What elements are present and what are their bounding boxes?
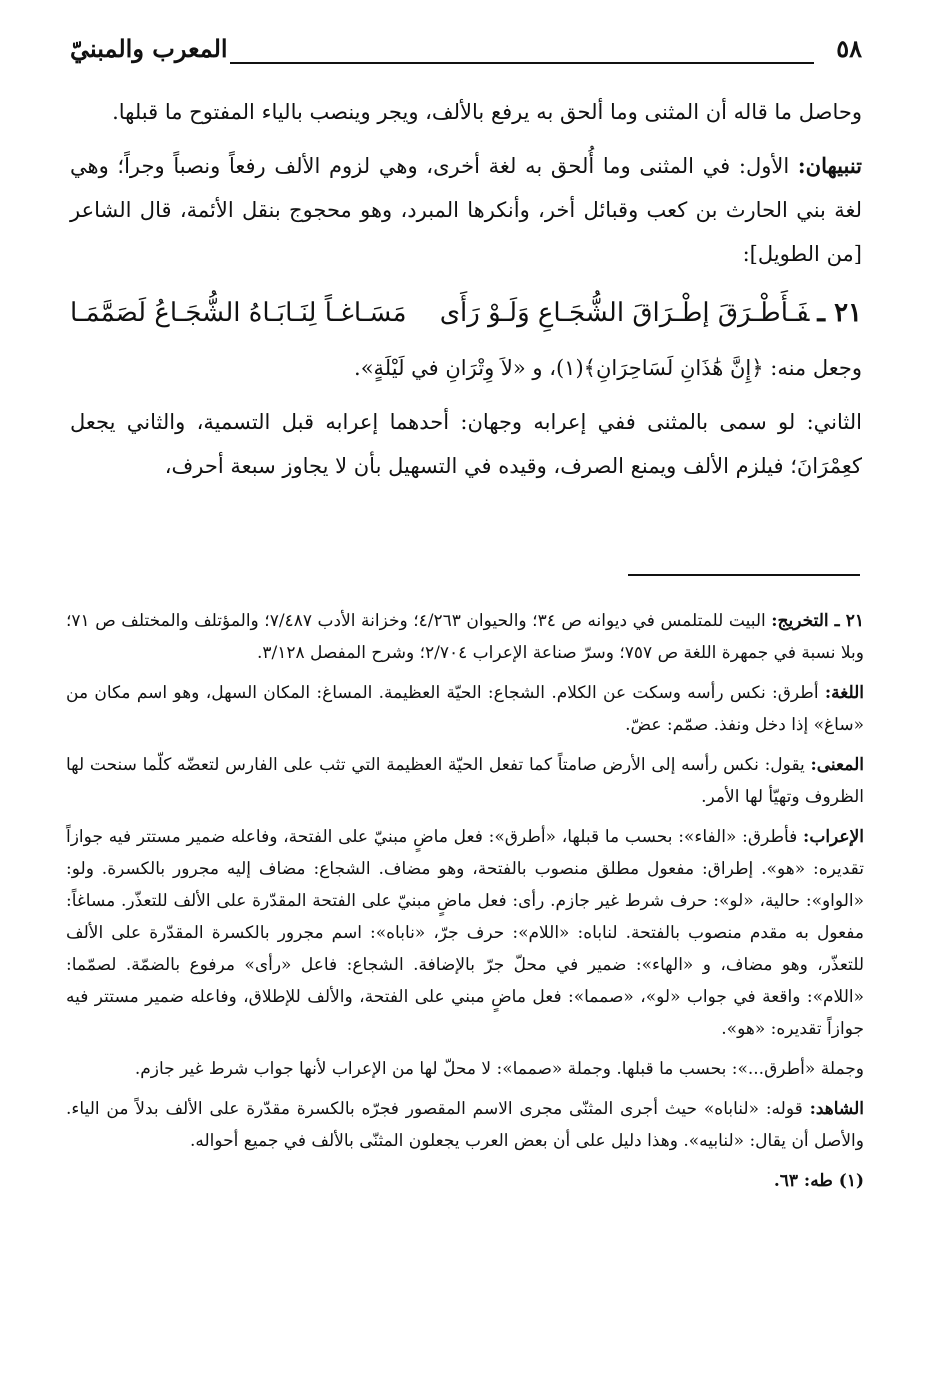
takhrij-label: ٢١ ـ التخريج: xyxy=(771,611,864,631)
paragraph-tanbihan xyxy=(70,144,862,276)
page-header xyxy=(70,34,862,74)
lugha-text: أطرق: نكس رأسه وسكت عن الكلام. الشجاع: الحيّة العظيمة. المساغ: المكان السهل، وهو اسم مكان من «ساغ» إذا دخل ونفذ. صمّم: عضّ. xyxy=(66,683,864,735)
page-number: ٥٨ xyxy=(836,34,862,63)
footnote-reference: (١) طه: ٦٣. xyxy=(773,1171,864,1191)
note-lugha xyxy=(66,677,864,741)
shahid-label: الشاهد: xyxy=(809,1099,864,1119)
irab-text: فأطرق: «الفاء»: بحسب ما قبلها، «أطرق»: فعل ماضٍ مبنيّ على الفتحة، وفاعله ضمير مستتر فيه جوازاً تقديره: «هو». إطراق: مفعول مطلق منصوب بالفتحة، وهو مضاف. الشجاع: مضاف إليه مجرور بالكسرة. ولو: «الواو»: حالية، «لو»: حرف شرط غير جازم. رأى: فعل ماضٍ مبنيّ على الفتحة المقدّرة على الألف للتعذّر. مساغاً: مفعول به مقدم منصوب بالفتحة. لناباه: «اللام»: حرف جرّ، «ناباه»: اسم مجرور بالكسرة المقدّرة على الألف للتعذّر، وهو مضاف، و «الهاء»: ضمير في محلّ جرّ بالإضافة. الشجاع: فاعل «رأى» مرفوع بالضمّة. لصمّما: «اللام»: واقعة في جواب «لو»، «صمما»: فعل ماضٍ مبني على الفتحة، والألف للإطلاق، وفاعله ضمير مستتر فيه جوازاً تقديره: «هو». xyxy=(66,827,864,1039)
tanbihan-label: تنبيهان: xyxy=(797,153,862,178)
footnote-rule xyxy=(628,574,860,576)
footnotes xyxy=(66,605,864,1205)
note-irab xyxy=(66,821,864,1045)
verse-hemistich-1: فَـأَطْـرَقَ إطْـرَاقَ الشُّجَـاعِ وَلَـوْ رَأَى xyxy=(439,298,810,328)
note-shahid xyxy=(66,1093,864,1157)
mana-label: المعنى: xyxy=(810,755,864,775)
lugha-label: اللغة: xyxy=(824,683,864,703)
note-takhrij xyxy=(66,605,864,669)
takhrij-text: البيت للمتلمس في ديوانه ص ٣٤؛ والحيوان ٤/٢٦٣؛ وخزانة الأدب ٧/٤٨٧؛ والمؤتلف والمختلف ص ٧١؛ وبلا نسبة في جمهرة اللغة ص ٧٥٧؛ وسرّ صناعة الإعراب ٢/٧٠٤؛ وشرح المفصل ٣/١٢٨. xyxy=(66,611,864,663)
paragraph-examples: وجعل منه: ﴿إِنَّ هَٰذَانِ لَسَاحِرَانِ﴾(١)، و «لاَ وِتْرَانِ في لَيْلَةٍ». xyxy=(354,356,862,380)
paragraph-summary: وحاصل ما قاله أن المثنى وما ألحق به يرفع بالألف، ويجر وينصب بالياء المفتوح ما قبلها. xyxy=(112,100,862,124)
main-text xyxy=(70,90,862,498)
tanbihan-text: الأول: في المثنى وما أُلحق به لغة أخرى، وهي لزوم الألف رفعاً ونصباً وجراً؛ وهي لغة بني الحارث بن كعب وقبائل أخر، وأنكرها المبرد، وهو محجوج بنقل الأئمة، قال الشاعر [من الطويل]: xyxy=(70,154,862,266)
verse-first-half xyxy=(440,286,862,340)
header-rule xyxy=(230,62,814,64)
paragraph-second: الثاني: لو سمى بالمثنى ففي إعرابه وجهان: أحدهما إعرابه قبل التسمية، والثاني يجعل كعِمْرَانَ؛ فيلزم الألف ويمنع الصرف، وقيده في التسهيل بأن لا يجاوز سبعة أحرف، xyxy=(70,410,862,478)
verse-hemistich-2: مَسَـاغـاً لِنَـابَـاهُ الشُّجَـاعُ لَصَمَّمَـا xyxy=(70,298,407,328)
poetry-verse xyxy=(70,286,862,340)
note-jumla: وجملة «أطرق...»: بحسب ما قبلها. وجملة «صمما»: لا محلّ لها من الإعراب لأنها جواب شرط غير جازم. xyxy=(134,1059,864,1079)
irab-label: الإعراب: xyxy=(803,827,864,847)
running-title: المعرب والمبنيّ xyxy=(70,34,228,63)
note-mana xyxy=(66,749,864,813)
verse-number: ٢١ ـ xyxy=(817,298,862,328)
mana-text: يقول: نكس رأسه إلى الأرض صامتاً كما تفعل الحيّة العظيمة التي تثب على الفارس لتعضّه كلّما سنحت لها الظروف وتهيّأ لها الأمر. xyxy=(66,755,864,807)
shahid-text: قوله: «لناباه» حيث أجرى المثنّى مجرى الاسم المقصور فجرّه بالكسرة مقدّرة على الألف بدلاً من الياء. والأصل أن يقال: «لنابيه». وهذا دليل على أن بعض العرب يجعلون المثنّى بالألف في جميع أحواله. xyxy=(66,1099,864,1151)
